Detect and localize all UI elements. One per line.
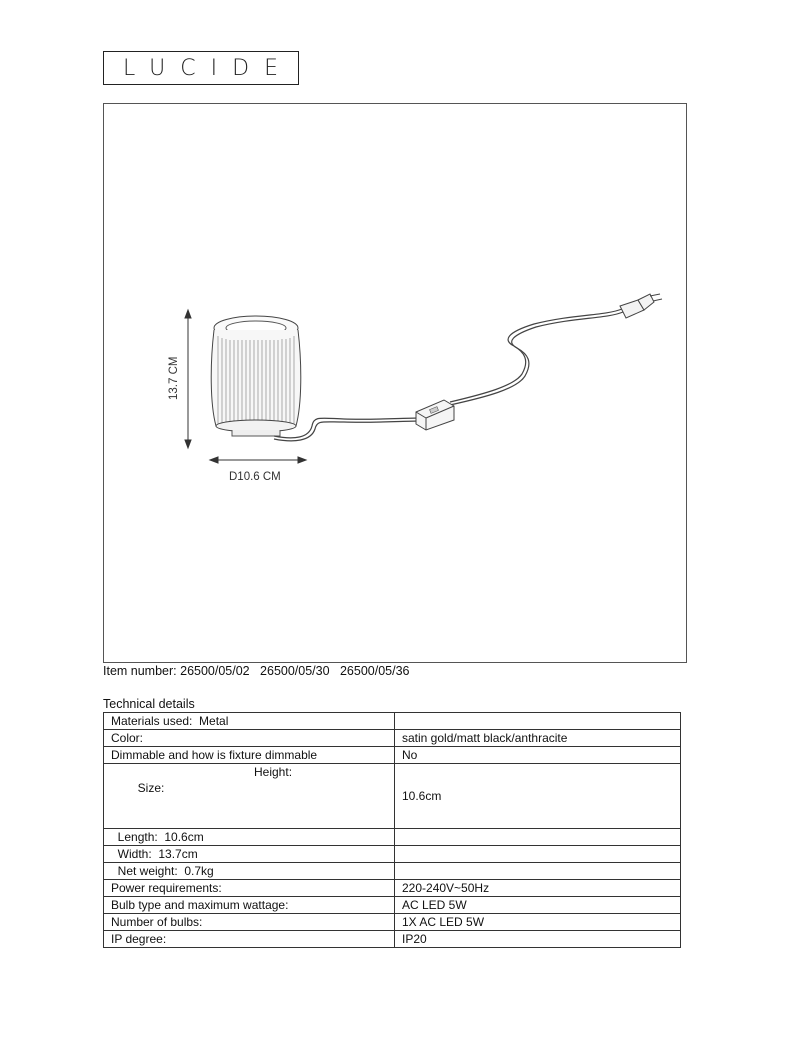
row-label: Bulb type and maximum wattage: [104,897,395,914]
item-number: Item number: 26500/05/02 26500/05/30 26500/05/36 [103,664,410,678]
row-value: IP20 [395,931,681,948]
row-value [395,863,681,880]
row-label: Power requirements: [104,880,395,897]
row-value: 10.6cm [395,764,681,829]
size-cell [104,764,395,829]
row-label: Materials used: Metal [104,713,395,730]
table-row [104,730,681,747]
diameter-dimension-arrow [210,457,306,463]
row-label: Length: 10.6cm [104,829,395,846]
table-row [104,897,681,914]
table-row [104,846,681,863]
technical-details-title: Technical details [103,697,195,711]
power-plug [620,294,662,318]
row-value [395,846,681,863]
row-label: Net weight: 0.7kg [104,863,395,880]
row-value: AC LED 5W [395,897,681,914]
row-label: Number of bulbs: [104,914,395,931]
brand-logo [103,51,299,85]
row-label: Size: [137,781,165,795]
row-value [395,713,681,730]
row-label: IP degree: [104,931,395,948]
row-label: Color: [104,730,395,747]
row-value [395,829,681,846]
height-dimension-arrow [185,310,191,448]
inline-switch [416,400,454,430]
table-row [104,863,681,880]
table-row [104,931,681,948]
product-drawing-frame [103,103,687,663]
table-row [104,914,681,931]
height-label: 13.7 CM [168,356,180,400]
table-row [104,764,681,829]
diameter-label: D10.6 CM [229,471,281,483]
lamp-shade [211,316,301,436]
row-value: 220-240V~50Hz [395,880,681,897]
product-drawing [104,104,688,664]
row-label: Dimmable and how is fixture dimmable [104,747,395,764]
row-value: No [395,747,681,764]
row-value: satin gold/matt black/anthracite [395,730,681,747]
technical-details-table [103,712,681,948]
table-row [104,880,681,897]
row-label-extra: Height: [254,765,293,779]
row-value: 1X AC LED 5W [395,914,681,931]
logo-text: LUCIDE [123,55,293,81]
row-label: Width: 13.7cm [104,846,395,863]
table-row [104,713,681,730]
table-row [104,829,681,846]
table-row [104,747,681,764]
